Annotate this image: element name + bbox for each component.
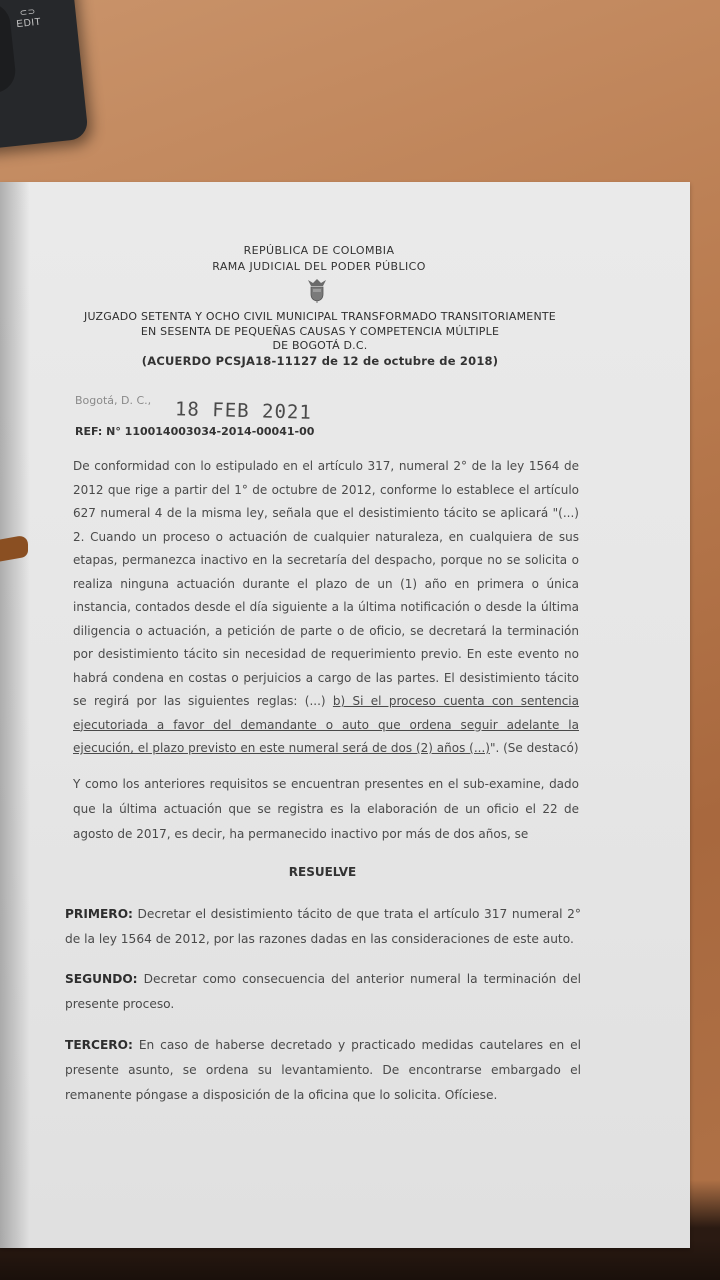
highlighted-quote: b) Si el proceso cuenta con sentencia ejecutoriada a favor del demandante o auto que ordena seguir adelante la ejecución, el plazo previsto en este numeral será de dos (2) años (...) xyxy=(73,694,579,755)
header-country: REPÚBLICA DE COLOMBIA xyxy=(243,244,395,257)
device-label-text: EDIT xyxy=(15,16,42,31)
court-agreement: (ACUERDO PCSJA18-11127 de 12 de octubre de 2018) xyxy=(141,353,499,368)
court-line-2: EN SESENTA DE PEQUEÑAS CAUSAS Y COMPETENCIA MÚLTIPLE xyxy=(140,324,500,338)
camera-device xyxy=(0,0,89,151)
paragraph-tail: ". (Se destacó) xyxy=(489,741,579,755)
city-line: Bogotá, D. C., xyxy=(75,394,152,407)
paragraph-legal-basis xyxy=(73,455,579,761)
date-stamp: 18 FEB 2021 xyxy=(174,398,313,424)
header-branch: RAMA JUDICIAL DEL PODER PÚBLICO xyxy=(212,260,426,273)
order-text: En caso de haberse decretado y practicado medidas cautelares en el presente asunto, se ordena su levantamiento. De encontrarse embargado el remanente póngase a disposición de la oficina que lo solicita. Ofíciese. xyxy=(65,1038,581,1102)
cd-icon: ⊂⊃ xyxy=(19,6,37,18)
order-text: Decretar como consecuencia del anterior numeral la terminación del presente proceso. xyxy=(65,972,581,1011)
coat-of-arms-icon xyxy=(306,277,328,303)
order-text: Decretar el desistimiento tácito de que trata el artículo 317 numeral 2° de la ley 1564 de 2012, por las razones dadas en las consideraciones de este auto. xyxy=(65,907,581,946)
paragraph-text: De conformidad con lo estipulado en el artículo 317, numeral 2° de la ley 1564 de 2012 que rige a partir del 1° de octubre de 2012, conforme lo establece el artículo 627 numeral 4 de la misma ley, señala que el desistimiento tácito se aplicará "(...) 2. Cuando un proceso o actuación de cualquier naturaleza, en cualquiera de sus etapas, permanezca inactivo en la secretaría del despacho, porque no se solicita o realiza ninguna actuación durante el plazo de un (1) año en primera o única instancia, contados desde el día siguiente a la última notificación o desde la última diligencia o actuación, a petición de parte o de oficio, se decretará la terminación por desistimiento tácito sin necesidad de requerimiento previo. En este evento no habrá condena en costas o perjuicios a cargo de las partes. El desistimiento tácito se regirá por las siguientes reglas: (...) xyxy=(73,459,579,708)
order-label: SEGUNDO: xyxy=(65,972,138,986)
order-label: PRIMERO: xyxy=(65,907,133,921)
order-label: TERCERO: xyxy=(65,1038,133,1052)
order-tercero xyxy=(65,1033,581,1108)
reference-number: REF: N° 110014003034-2014-00041-00 xyxy=(75,425,315,438)
order-segundo xyxy=(65,967,581,1017)
paragraph-considerations: Y como los anteriores requisitos se encuentran presentes en el sub-examine, dado que la última actuación que se registra es la elaboración de un oficio el 22 de agosto de 2017, es decir, ha permanecido inactivo por más de dos años, se xyxy=(73,777,579,841)
resolution-heading: RESUELVE xyxy=(288,865,357,879)
order-primero xyxy=(65,902,581,952)
court-line-3: DE BOGOTÁ D.C. xyxy=(272,339,368,352)
court-name xyxy=(0,310,640,368)
device-label xyxy=(15,6,42,30)
court-line-1: JUZGADO SETENTA Y OCHO CIVIL MUNICIPAL TRANSFORMADO TRANSITORIAMENTE xyxy=(84,310,556,323)
document-page xyxy=(0,182,690,1248)
